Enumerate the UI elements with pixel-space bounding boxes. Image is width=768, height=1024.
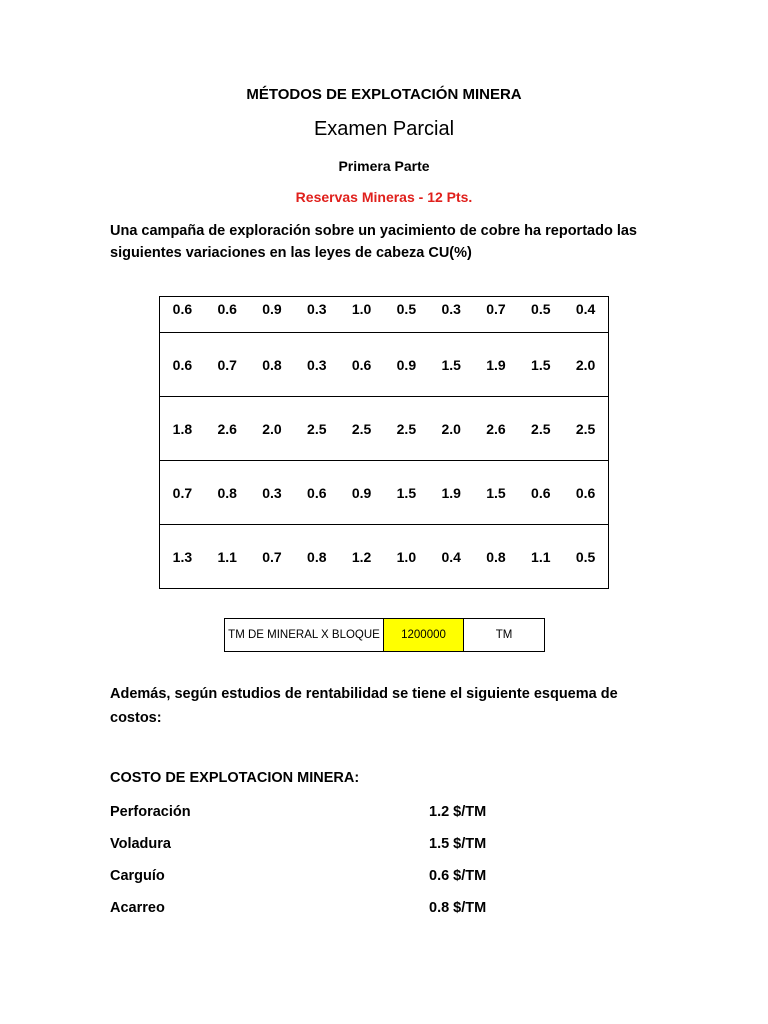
grade-cell: 0.6 xyxy=(339,333,384,397)
grade-cell: 2.6 xyxy=(205,397,250,461)
grade-cell: 2.5 xyxy=(563,397,608,461)
cost-item-acarreo xyxy=(110,900,530,916)
intro-paragraph: Una campaña de exploración sobre un yacimiento de cobre ha reportado las siguientes variaciones en las leyes de cabeza CU(%) xyxy=(110,223,637,261)
grade-cell: 0.7 xyxy=(250,525,295,589)
grade-cell: 0.6 xyxy=(294,461,339,525)
grade-cell: 0.6 xyxy=(160,333,205,397)
section-title: Reservas Mineras - 12 Pts. xyxy=(295,189,473,205)
grade-cell: 2.5 xyxy=(339,397,384,461)
grade-cell: 1.5 xyxy=(474,461,519,525)
grade-cell: 2.0 xyxy=(250,397,295,461)
grade-cell: 2.5 xyxy=(384,397,429,461)
grade-cell: 0.5 xyxy=(563,525,608,589)
table-row xyxy=(160,333,609,397)
grade-cell: 0.4 xyxy=(563,297,608,333)
grade-cell: 0.8 xyxy=(294,525,339,589)
grade-cell: 1.1 xyxy=(518,525,563,589)
costs-heading: COSTO DE EXPLOTACION MINERA: xyxy=(110,770,360,786)
exam-title: Examen Parcial xyxy=(313,118,455,140)
grade-cell: 1.8 xyxy=(160,397,205,461)
grade-cell: 2.6 xyxy=(474,397,519,461)
grade-cell: 1.1 xyxy=(205,525,250,589)
grade-cell: 0.8 xyxy=(205,461,250,525)
grade-cell: 2.5 xyxy=(518,397,563,461)
grade-cell: 2.0 xyxy=(563,333,608,397)
grade-cell: 1.5 xyxy=(518,333,563,397)
grade-cell: 0.8 xyxy=(474,525,519,589)
grade-cell: 1.0 xyxy=(384,525,429,589)
grade-cell: 0.3 xyxy=(294,297,339,333)
tonnage-unit: TM xyxy=(464,619,545,652)
table-row xyxy=(160,297,609,333)
costs-intro-paragraph: Además, según estudios de rentabilidad se tiene el siguiente esquema de costos: xyxy=(110,686,618,726)
cost-value: 0.8 $/TM xyxy=(429,900,487,916)
table-row xyxy=(160,525,609,589)
grade-cell: 0.7 xyxy=(205,333,250,397)
cost-item-carguio xyxy=(110,868,530,884)
grade-cell: 0.7 xyxy=(160,461,205,525)
grade-cell: 0.9 xyxy=(384,333,429,397)
grade-cell: 0.8 xyxy=(250,333,295,397)
cost-name: Acarreo xyxy=(110,900,165,916)
grade-cell: 0.9 xyxy=(250,297,295,333)
grade-cell: 0.3 xyxy=(429,297,474,333)
grade-cell: 0.7 xyxy=(474,297,519,333)
grade-cell: 1.5 xyxy=(429,333,474,397)
cost-value: 0.6 $/TM xyxy=(429,868,487,884)
grade-cell: 0.6 xyxy=(518,461,563,525)
grade-cell: 0.3 xyxy=(250,461,295,525)
cost-name: Perforación xyxy=(110,804,191,820)
grade-cell: 1.0 xyxy=(339,297,384,333)
cost-value: 1.2 $/TM xyxy=(429,804,487,820)
grade-cell: 0.3 xyxy=(294,333,339,397)
grade-cell: 0.6 xyxy=(205,297,250,333)
grade-table xyxy=(159,296,609,589)
grade-cell: 1.2 xyxy=(339,525,384,589)
course-title: MÉTODOS DE EXPLOTACIÓN MINERA xyxy=(246,86,522,103)
part-title: Primera Parte xyxy=(338,158,430,174)
table-row xyxy=(160,461,609,525)
grade-cell: 0.9 xyxy=(339,461,384,525)
tonnage-label: TM DE MINERAL X BLOQUE xyxy=(225,619,384,652)
table-row xyxy=(225,619,545,652)
grade-cell: 2.0 xyxy=(429,397,474,461)
grade-cell: 1.5 xyxy=(384,461,429,525)
cost-item-perforacion xyxy=(110,804,530,820)
grade-cell: 1.9 xyxy=(474,333,519,397)
grade-cell: 1.9 xyxy=(429,461,474,525)
table-row xyxy=(160,397,609,461)
tonnage-table xyxy=(224,618,545,652)
grade-cell: 2.5 xyxy=(294,397,339,461)
tonnage-value: 1200000 xyxy=(384,619,464,652)
cost-name: Voladura xyxy=(110,836,171,852)
grade-cell: 0.6 xyxy=(160,297,205,333)
cost-name: Carguío xyxy=(110,868,165,884)
grade-cell: 0.4 xyxy=(429,525,474,589)
grade-cell: 0.5 xyxy=(518,297,563,333)
grade-cell: 0.6 xyxy=(563,461,608,525)
grade-cell: 1.3 xyxy=(160,525,205,589)
cost-item-voladura xyxy=(110,836,530,852)
grade-cell: 0.5 xyxy=(384,297,429,333)
cost-value: 1.5 $/TM xyxy=(429,836,487,852)
